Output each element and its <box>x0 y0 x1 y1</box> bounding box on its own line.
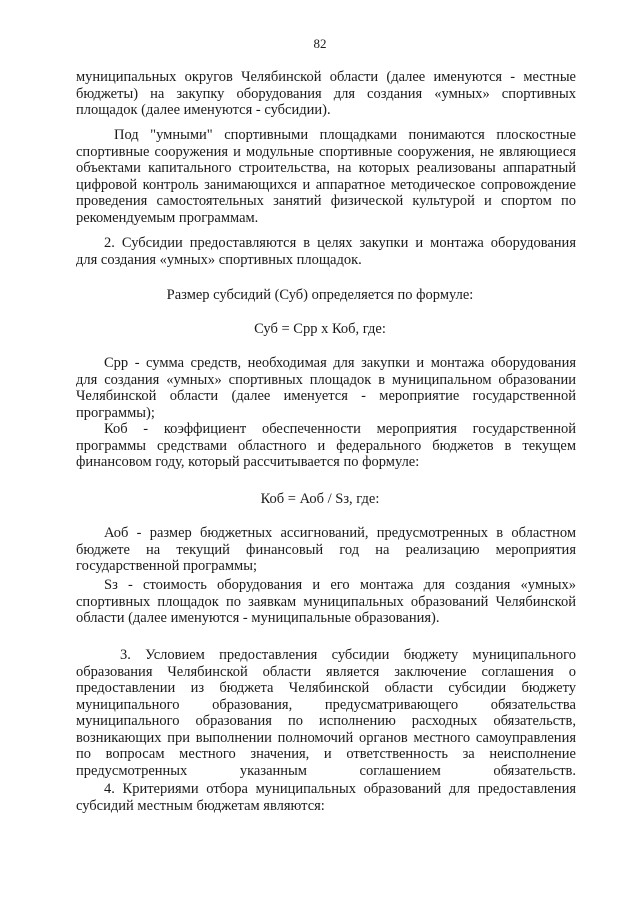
text-line: бюджете на текущий финансовый год на реализацию мероприятия <box>76 541 576 558</box>
paragraph-9 <box>76 781 576 814</box>
text-line: Sз - стоимость оборудования и его монтажа для создания «умных» <box>104 577 576 593</box>
text-line: Челябинской области (далее именуется - мероприятие государственной <box>76 388 576 404</box>
paragraph-8 <box>76 647 576 779</box>
text-line: спортивные сооружения и модульные спортивные сооружения, не являющиеся <box>76 143 576 160</box>
text-line: спортивных площадок по заявкам муниципальных образований Челябинской <box>76 593 576 610</box>
text-line: для создания «умных» спортивных площадок. <box>76 251 362 268</box>
formula-coefficient: Коб = Аоб / Sз, где: <box>260 491 380 507</box>
text-line: проведения самостоятельных занятий физической культурой и спортом по <box>76 193 576 209</box>
paragraph-2 <box>76 127 576 226</box>
text-line: 3. Условием предоставления субсидии бюджету муниципального <box>120 647 576 663</box>
text-line: муниципальных округов Челябинской области (далее именуются - местные <box>76 69 576 85</box>
page-number: 82 <box>313 36 327 51</box>
text-line: финансовом году, который рассчитывается по формуле: <box>76 454 420 470</box>
text-line: бюджеты) на закупку оборудования для создания «умных» спортивных <box>76 85 576 102</box>
formula-subsidy: Суб = Срр х Коб, где: <box>254 321 386 337</box>
text-line: для создания «умных» спортивных площадок в муниципальном образовании <box>76 371 576 388</box>
text-line: 4. Критериями отбора муниципальных образований для предоставления <box>104 781 576 797</box>
text-line: Срр - сумма средств, необходимая для закупки и монтажа оборудования <box>104 355 576 371</box>
text-line: 2. Субсидии предоставляются в целях закупки и монтажа оборудования <box>104 235 576 251</box>
paragraph-3 <box>76 235 576 268</box>
text-line: объектами капитального строительства, на которых реализованы аппаратный <box>76 160 576 176</box>
text-line: по вопросам местного значения, и ответственность за неисполнение <box>76 746 576 762</box>
text-line: Аоб - размер бюджетных ассигнований, предусмотренных в областном <box>104 525 576 541</box>
paragraph-6 <box>76 525 576 575</box>
text-line: муниципального образования, предусматривающего обязательства <box>76 696 576 713</box>
text-line: муниципального образования по исполнению расходных обязательств, <box>76 713 576 729</box>
text-line: рекомендуемым программам. <box>76 209 259 226</box>
text-line: Под "умными" спортивными площадками понимаются плоскостные <box>114 127 576 143</box>
text-line: предоставлении из бюджета Челябинской области субсидии бюджету <box>76 680 576 696</box>
paragraph-1 <box>76 69 576 119</box>
text-line: предусмотренных указанным соглашением обязательств. <box>76 762 576 779</box>
text-line: площадок (далее именуются - субсидии). <box>76 102 331 118</box>
text-line: возникающих при выполнении полномочий органов местного самоуправления <box>76 729 576 746</box>
text-line: цифровой контроль занимающихся и аппаратное методическое сопровождение <box>76 176 576 193</box>
paragraph-4 <box>76 355 576 421</box>
text-line: Коб - коэффициент обеспеченности мероприятия государственной <box>104 421 576 437</box>
text-line: области (далее именуются - муниципальные образования). <box>76 610 440 626</box>
text-line: образования Челябинской области является заключение соглашения о <box>76 663 576 680</box>
paragraph-5 <box>76 421 576 471</box>
text-line: программы); <box>76 404 155 421</box>
text-line: субсидий местным бюджетам являются: <box>76 797 325 814</box>
paragraph-7 <box>76 577 576 627</box>
formula-intro: Размер субсидий (Суб) определяется по формуле: <box>166 287 474 303</box>
text-line: государственной программы; <box>76 558 257 574</box>
text-line: программы средствами областного и федерального бюджетов в текущем <box>76 437 576 454</box>
